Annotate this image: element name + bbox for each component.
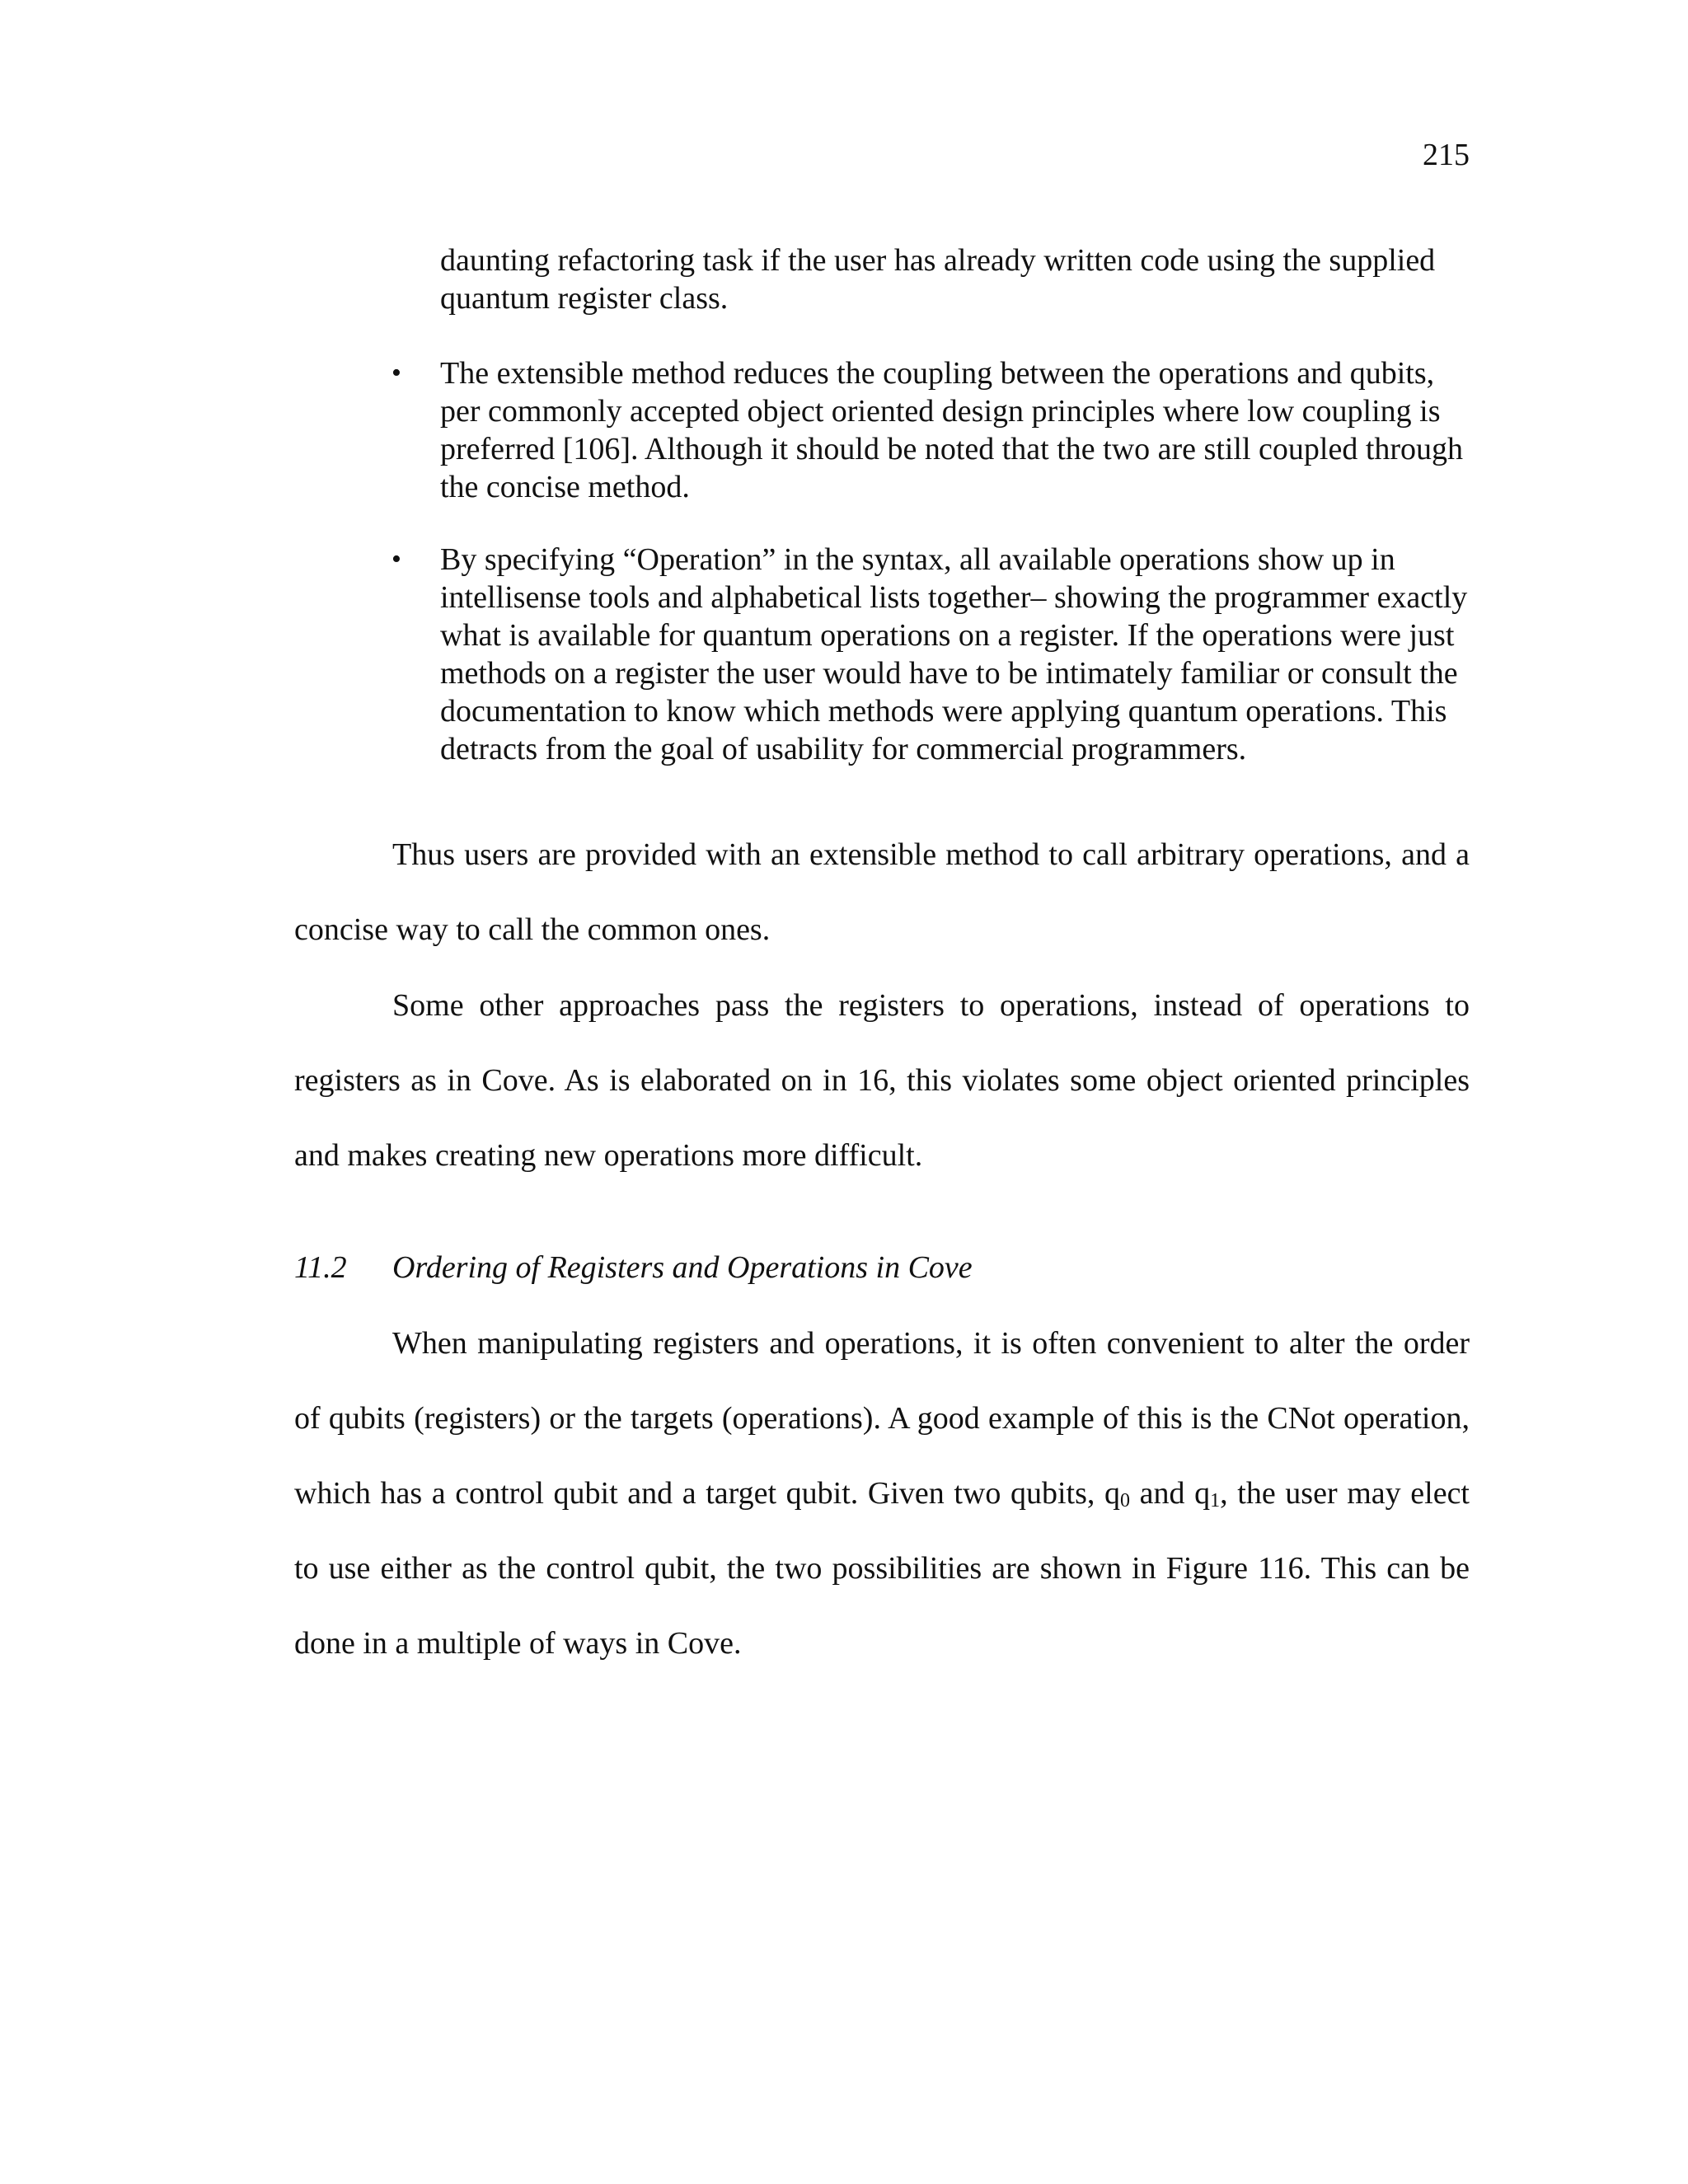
bullet-text: By specifying “Operation” in the syntax, all available operations show up in intellisense tools and alphabetical lists together– showing the programmer exactly what is available for quantum operations on a register. If the operations were just methods on a register the user would have to be intimately familiar or consult the documentation to know which methods were applying quantum operations. This detracts from the goal of usability for commercial programmers. [440,542,1468,766]
paragraph-text: When manipulating registers and operations, it is often convenient to alter the order of qubits (registers) or the targets (operations). A good example of this is the CNot operation, which has a control qubit and a target qubit. Given two qubits, q [294,1326,1470,1511]
subscript: 0 [1120,1490,1131,1511]
body-paragraph: Thus users are provided with an extensible method to call arbitrary operations, and a concise way to call the common ones. [294,837,1470,947]
page-number: 215 [1423,138,1470,172]
continuation-paragraph: daunting refactoring task if the user has already written code using the supplied quantum register class. [440,243,1436,316]
paragraph-text: , the user may elect to use either as the control qubit, the two possibilities are shown in Figure 116. This can be done in a multiple of ways in Cove. [294,1476,1470,1661]
bullet-icon: • [392,544,401,574]
body-paragraph [294,1306,1470,1681]
paragraph-text: and q [1130,1476,1211,1511]
section-title: Ordering of Registers and Operations in Cove [392,1250,973,1285]
subscript: 1 [1210,1490,1221,1511]
bullet-icon: • [392,358,401,388]
body-paragraph: Some other approaches pass the registers to operations, instead of operations to registers as in Cove. As is elaborated on in 16, this violates some object oriented principles and makes creating new operations more difficult. [294,988,1470,1173]
bullet-text: The extensible method reduces the coupling between the operations and qubits, per commonly accepted object oriented design principles where low coupling is preferred [106]. Although it should be noted that the two are still coupled through the concise method. [440,356,1464,504]
section-number: 11.2 [294,1250,347,1285]
